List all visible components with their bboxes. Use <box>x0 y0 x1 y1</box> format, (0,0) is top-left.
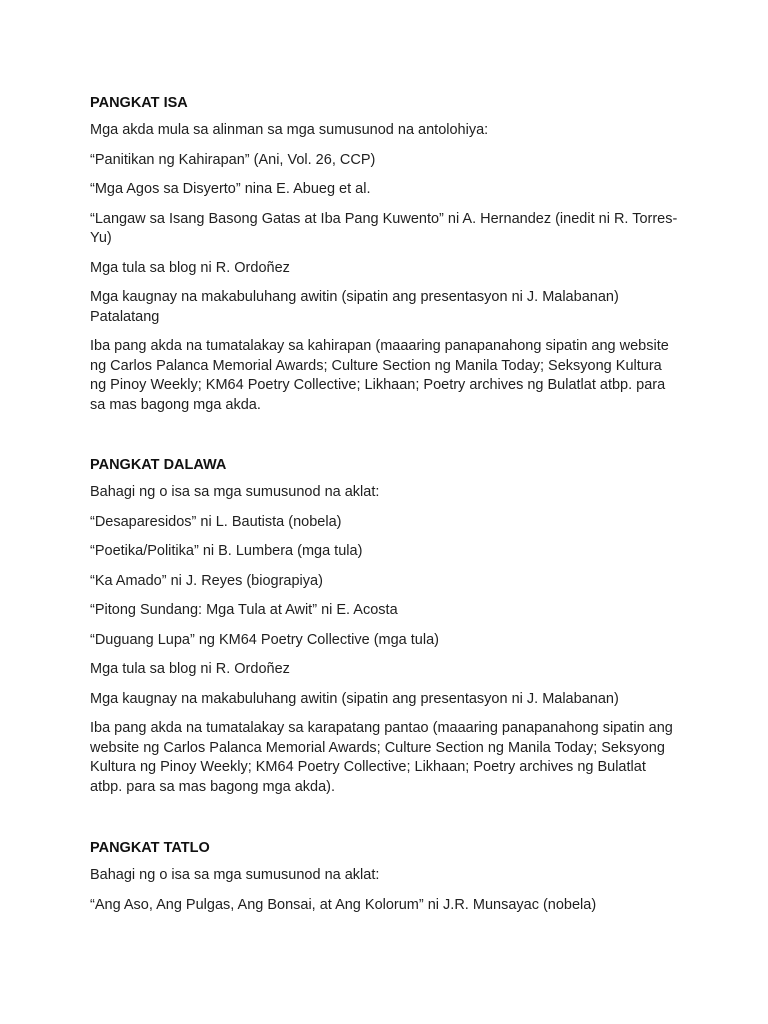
section-heading: PANGKAT ISA <box>90 95 188 111</box>
paragraph: “Desaparesidos” ni L. Bautista (nobela) <box>90 513 342 530</box>
paragraph: Bahagi ng o isa sa mga sumusunod na aklat: <box>90 484 380 500</box>
paragraph: “Duguang Lupa” ng KM64 Poetry Collective (mga tula) <box>90 631 439 648</box>
paragraph: “Ang Aso, Ang Pulgas, Ang Bonsai, at Ang Kolorum” ni J.R. Munsayac (nobela) <box>90 896 597 913</box>
paragraph: “Poetika/Politika” ni B. Lumbera (mga tula) <box>90 543 363 559</box>
paragraph: Mga kaugnay na makabuluhang awitin (sipatin ang presentasyon ni J. Malabanan) Patalatang <box>90 289 619 325</box>
paragraph: Iba pang akda na tumatalakay sa karapatang pantao (maaaring panapanahong sipatin ang website ng Carlos Palanca Memorial Awards; Culture Section ng Manila Today; Seksyong Kultura ng Pinoy Weekly; KM64 Poetry Collective; Likhaan; Poetry archives ng Bulatlat atbp. para sa mas bagong mga akda). <box>90 720 673 795</box>
section-pangkat-dalawa <box>90 455 680 807</box>
paragraph: “Langaw sa Isang Basong Gatas at Iba Pang Kuwento” ni A. Hernandez (inedit ni R. Torres-Yu) <box>90 210 678 246</box>
paragraph: “Ka Amado” ni J. Reyes (biograpiya) <box>90 572 323 589</box>
paragraph: Mga kaugnay na makabuluhang awitin (sipatin ang presentasyon ni J. Malabanan) <box>90 690 619 707</box>
paragraph: “Mga Agos sa Disyerto” nina E. Abueg et al. <box>90 181 371 197</box>
paragraph: Mga tula sa blog ni R. Ordoñez <box>90 259 290 276</box>
section-pangkat-isa <box>90 93 680 425</box>
paragraph: Mga akda mula sa alinman sa mga sumusunod na antolohiya: <box>90 122 489 138</box>
paragraph: Iba pang akda na tumatalakay sa kahirapan (maaaring panapanahong sipatin ang website ng Carlos Palanca Memorial Awards; Culture Section ng Manila Today; Seksyong Kultura ng Pinoy Weekly; KM64 Poetry Collective; Likhaan; Poetry archives ng Bulatlat atbp. para sa mas bagong mga akda. <box>90 338 669 413</box>
paragraph: Bahagi ng o isa sa mga sumusunod na aklat: <box>90 867 380 883</box>
section-pangkat-tatlo <box>90 838 680 925</box>
section-heading: PANGKAT TATLO <box>90 840 210 856</box>
paragraph: “Pitong Sundang: Mga Tula at Awit” ni E. Acosta <box>90 602 398 618</box>
paragraph: “Panitikan ng Kahirapan” (Ani, Vol. 26, CCP) <box>90 151 376 168</box>
paragraph: Mga tula sa blog ni R. Ordoñez <box>90 661 290 677</box>
section-heading: PANGKAT DALAWA <box>90 457 227 473</box>
